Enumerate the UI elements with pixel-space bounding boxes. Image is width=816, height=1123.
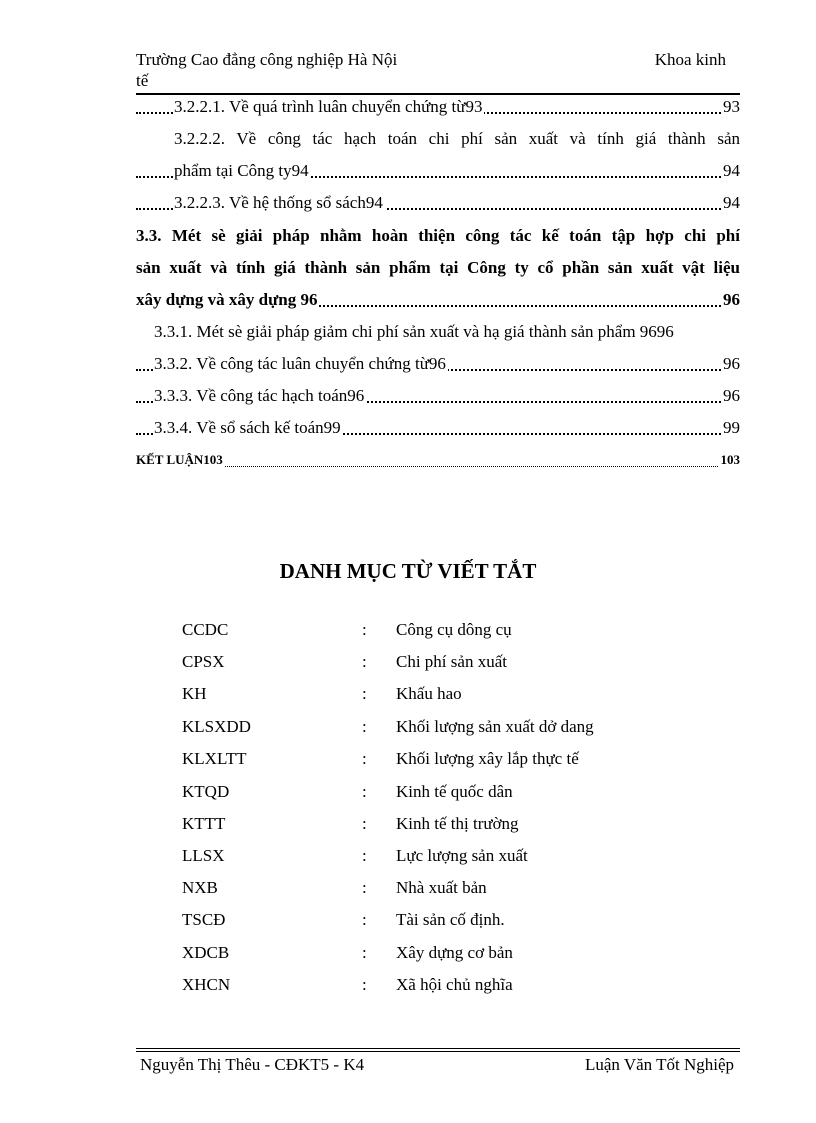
abbreviation-meaning: Xây dựng cơ bản <box>396 943 513 962</box>
abbreviation-meaning: Công cụ dông cụ <box>396 620 512 639</box>
abbreviation-row <box>182 814 682 846</box>
abbreviation-separator: : <box>362 814 367 833</box>
school-name: Trường Cao đẳng công nghiệp Hà Nội <box>136 50 398 69</box>
toc-entry <box>136 449 740 471</box>
faculty-name-continued: tế <box>136 71 149 90</box>
abbreviation-separator: : <box>362 846 367 865</box>
abbreviation-code: KTQD <box>182 782 230 801</box>
abbreviation-separator: : <box>362 878 367 897</box>
toc-entry-page: 99 <box>723 418 740 437</box>
page-header <box>136 50 740 96</box>
abbreviation-separator: : <box>362 975 367 994</box>
abbreviation-row <box>182 620 682 652</box>
toc-entry <box>136 289 740 311</box>
footer-author: Nguyễn Thị Thêu - CĐKT5 - K4 <box>140 1055 365 1074</box>
abbreviation-code: KLSXDD <box>182 717 251 736</box>
abbreviation-separator: : <box>362 910 367 929</box>
toc-entry-text: 3.3. Mét sè giải pháp nhằm hoàn thiện công tác kế toán tập hợp chi phí <box>136 226 740 245</box>
abbreviation-code: CPSX <box>182 652 225 671</box>
abbreviation-meaning: Lực lượng sản xuất <box>396 846 528 865</box>
abbreviation-code: KLXLTT <box>182 749 247 768</box>
abbreviation-code: NXB <box>182 878 218 897</box>
abbreviation-row <box>182 846 682 878</box>
abbreviation-meaning: Xã hội chủ nghĩa <box>396 975 513 994</box>
toc-entry <box>136 160 740 182</box>
abbreviation-code: XDCB <box>182 943 230 962</box>
abbreviation-row <box>182 782 682 814</box>
toc-entry-text: 3.3.2. Về công tác luân chuyển chứng từ96 <box>154 354 446 373</box>
toc-entry <box>136 385 740 407</box>
abbreviation-separator: : <box>362 782 367 801</box>
abbreviation-separator: : <box>362 749 367 768</box>
footer-rule-bottom <box>136 1051 740 1052</box>
toc-entry <box>136 192 740 214</box>
abbreviation-code: KH <box>182 684 207 703</box>
abbreviation-row <box>182 975 682 1007</box>
footer-document-type: Luận Văn Tốt Nghiệp <box>584 1055 734 1074</box>
abbreviation-meaning: Chi phí sản xuất <box>396 652 507 671</box>
header-rule <box>136 93 740 95</box>
abbreviation-code: XHCN <box>182 975 231 994</box>
abbreviation-row <box>182 684 682 716</box>
toc-entry <box>136 257 740 279</box>
abbreviation-meaning: Khấu hao <box>396 684 462 703</box>
abbreviation-row <box>182 943 682 975</box>
abbreviation-meaning: Kinh tế thị trường <box>396 814 519 833</box>
toc-entry-page: 94 <box>723 193 740 212</box>
toc-entry-text: 3.3.3. Về công tác hạch toán96 <box>154 386 365 405</box>
toc-entry-text: 3.3.1. Mét sè giải pháp giảm chi phí sản xuất và hạ giá thành sản phẩm 9696 <box>154 322 674 341</box>
abbreviation-row <box>182 717 682 749</box>
faculty-name: Khoa kinh <box>654 50 726 69</box>
abbreviation-row <box>182 652 682 684</box>
abbreviation-meaning: Khối lượng sản xuất dở dang <box>396 717 594 736</box>
toc-entry <box>136 225 740 247</box>
toc-entry <box>136 96 740 118</box>
abbreviation-meaning: Nhà xuất bản <box>396 878 487 897</box>
toc-entry <box>136 321 740 343</box>
abbreviation-separator: : <box>362 652 367 671</box>
toc-entry-page: 96 <box>723 290 740 309</box>
abbreviation-separator: : <box>362 684 367 703</box>
abbreviation-code: LLSX <box>182 846 225 865</box>
toc-entry <box>136 353 740 375</box>
abbreviation-code: KTTT <box>182 814 226 833</box>
toc-entry-page: 94 <box>723 161 740 180</box>
toc-entry-text: 3.2.2.2. Về công tác hạch toán chi phí sản xuất và tính giá thành sản <box>174 129 740 148</box>
toc-entry-text: phẩm tại Công ty94 <box>174 161 309 180</box>
toc-entry-text: 3.2.2.1. Về quá trình luân chuyển chứng từ93 <box>174 97 483 116</box>
toc-entry-page: 96 <box>723 354 740 373</box>
toc-entry-text: KẾT LUẬN103 <box>136 452 223 467</box>
abbreviation-meaning: Tài sản cố định. <box>396 910 505 929</box>
toc-entry-text: 3.3.4. Về sổ sách kế toán99 <box>154 418 341 437</box>
footer-rule-top <box>136 1048 740 1049</box>
toc-entry-page: 103 <box>719 449 741 471</box>
abbreviation-separator: : <box>362 620 367 639</box>
abbreviation-separator: : <box>362 943 367 962</box>
abbreviation-meaning: Khối lượng xây lắp thực tế <box>396 749 579 768</box>
toc-entry-page: 96 <box>723 386 740 405</box>
abbreviation-meaning: Kinh tế quốc dân <box>396 782 513 801</box>
abbreviation-row <box>182 910 682 942</box>
abbreviation-code: CCDC <box>182 620 229 639</box>
abbreviation-row <box>182 878 682 910</box>
toc-entry-page: 93 <box>723 97 740 116</box>
toc-entry <box>136 128 740 150</box>
abbreviations-title: DANH MỤC TỪ VIẾT TẮT <box>279 559 537 583</box>
toc-entry-text: sản xuất và tính giá thành sản phẩm tại Công ty cổ phần sản xuất vật liệu <box>136 258 740 277</box>
toc-entry <box>136 417 740 439</box>
abbreviation-code: TSCĐ <box>182 910 226 929</box>
toc-entry-text: 3.2.2.3. Về hệ thống sổ sách94 <box>174 193 383 212</box>
abbreviation-row <box>182 749 682 781</box>
abbreviation-separator: : <box>362 717 367 736</box>
toc-entry-text: xây dựng và xây dựng 96 <box>136 290 318 309</box>
